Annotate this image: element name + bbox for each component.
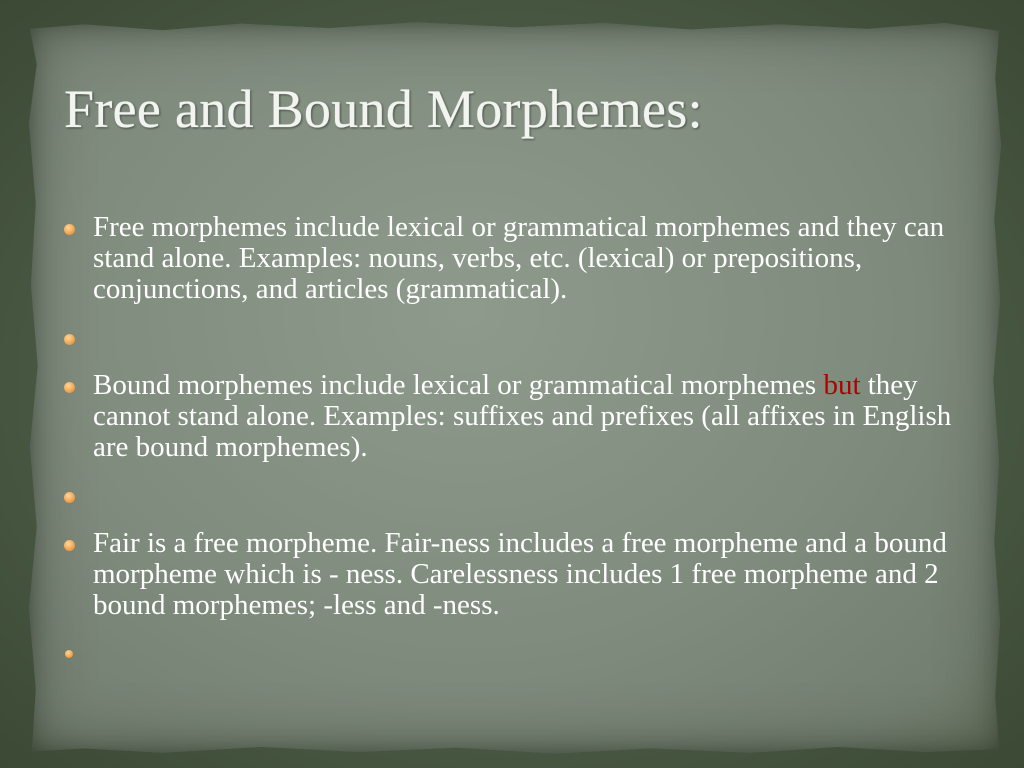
bullet-text-part: they cannot stand alone. Examples: suffixes and prefixes (all affixes in English are bound morphemes). [93, 369, 952, 463]
bullet-text: Free morphemes include lexical or grammatical morphemes and they can stand alone. Examples: nouns, verbs, etc. (lexical) or prepositions, conjunctions, and articles (grammatical). [93, 211, 945, 305]
slide-title: Free and Bound Morphemes: [64, 79, 703, 139]
bullet-icon [64, 224, 75, 235]
bullet-item-empty [60, 480, 970, 511]
bullet-text-part: Bound morphemes include lexical or grammatical morphemes [93, 369, 824, 401]
bullet-icon [64, 540, 75, 551]
highlighted-word: but [823, 369, 861, 401]
bullet-icon [64, 382, 75, 393]
bullet-item-free-morphemes [60, 212, 970, 305]
bullet-item-fair-example [60, 528, 970, 621]
bullet-list [60, 212, 970, 686]
bullet-icon [64, 334, 75, 345]
bullet-item-empty [60, 638, 970, 669]
bullet-icon [64, 492, 75, 503]
bullet-item-empty [60, 322, 970, 353]
bullet-item-bound-morphemes [60, 370, 970, 463]
bullet-text: Fair is a free morpheme. Fair-ness includes a free morpheme and a bound morpheme which is - ness. Carelessness includes 1 free morpheme and 2 bound morphemes; -less and -ness. [93, 527, 947, 621]
bullet-icon [65, 650, 73, 658]
